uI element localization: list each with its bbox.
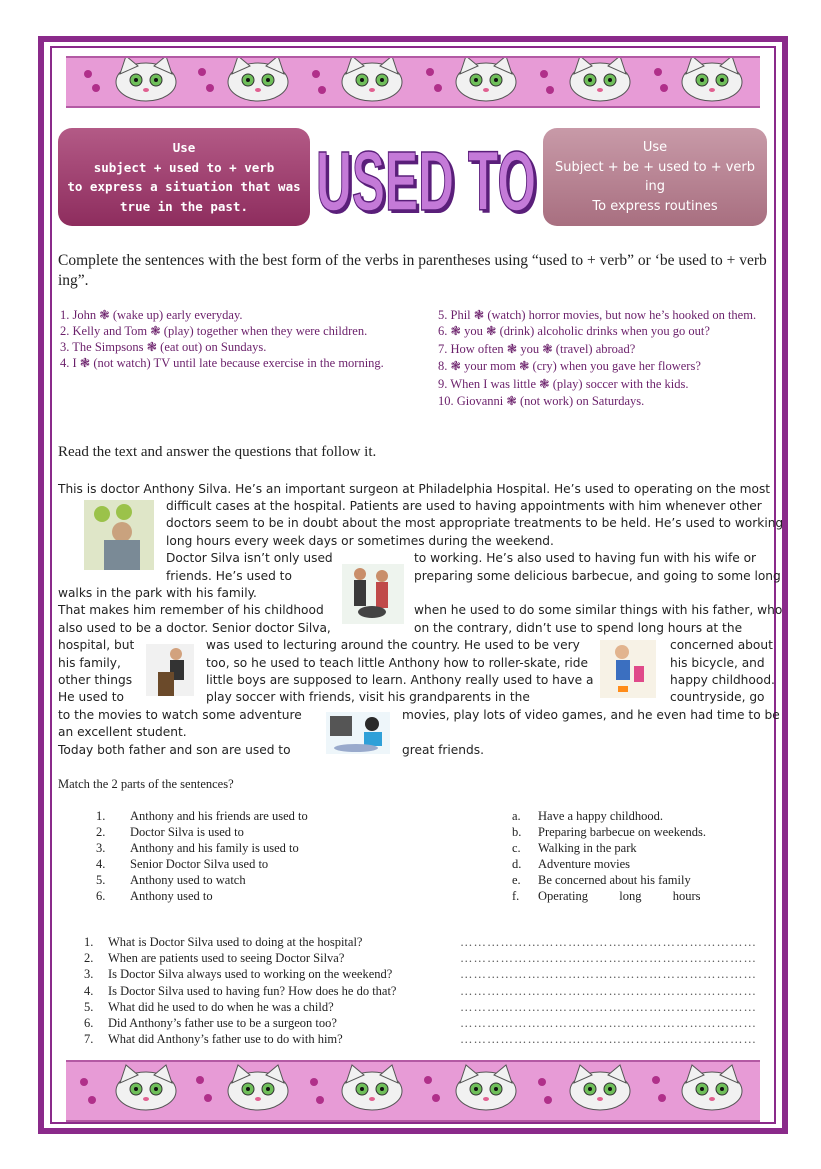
rule-line: Subject + be + used to + verb	[554, 159, 756, 175]
item-text: Senior Doctor Silva used to	[130, 857, 269, 871]
item-text: Preparing barbecue on weekends.	[538, 825, 706, 839]
questions-list	[84, 934, 764, 1047]
cat-faces-top	[66, 58, 760, 106]
question-text: Is Doctor Silva used to having fun? How does he do that?	[108, 983, 397, 998]
answer-line[interactable]: …………………………………………………………	[460, 967, 757, 982]
passage-line: walks in the park with his family.	[58, 586, 257, 600]
passage-line: to the movies to watch some adventure	[58, 708, 302, 722]
matching-right-item	[512, 808, 768, 824]
matching-left-item	[96, 856, 308, 872]
item-text: Operating long hours	[538, 889, 701, 903]
item-text: Have a happy childhood.	[538, 809, 663, 823]
rule-line: To express routines	[592, 198, 718, 214]
rule-line: subject + used to + verb	[93, 159, 275, 175]
passage-line: great friends.	[402, 743, 484, 757]
reading-instruction: Read the text and answer the questions that follow it.	[58, 444, 377, 460]
question-text: What did he used to do when he was a child?	[108, 999, 334, 1014]
item-letter: f.	[512, 889, 520, 903]
item-letter: a.	[512, 809, 521, 823]
passage-line: friends. He’s used to	[166, 569, 292, 583]
exercise-item: 2. Kelly and Tom ❃ (play) together when they were children.	[60, 324, 368, 338]
passage-line: long hours every week days or sometimes during the weekend.	[166, 534, 554, 548]
rule-line: true in the past.	[120, 198, 248, 214]
matching-right-item	[512, 888, 768, 904]
item-number: 4.	[96, 857, 106, 871]
passage-line: when he used to do some similar things with his father, who	[414, 603, 783, 617]
matching-left-column	[96, 808, 308, 904]
passage-line: That makes him remember of his childhood	[58, 603, 324, 617]
passage-line: This is doctor Anthony Silva. He’s an important surgeon at Philadelphia Hospital. He’s used to operating on the most	[58, 482, 771, 496]
question-text: What is Doctor Silva used to doing at the hospital?	[108, 935, 363, 949]
lecturer-illustration	[146, 644, 194, 696]
question-row	[84, 934, 764, 950]
item-text: Walking in the park	[538, 841, 637, 855]
exercise-item: 5. Phil ❃ (watch) horror movies, but now he’s hooked on them.	[438, 308, 757, 322]
matching-right-column	[512, 808, 768, 904]
cat-border-bottom	[66, 1060, 760, 1122]
cat-border-top	[66, 56, 760, 108]
worksheet-title	[312, 136, 540, 222]
question-row	[84, 1031, 764, 1047]
item-letter: b.	[512, 825, 522, 839]
question-row	[84, 1015, 764, 1031]
question-row	[84, 983, 764, 999]
question-row	[84, 999, 764, 1015]
item-letter: c.	[512, 841, 521, 855]
roller-skate-illustration	[600, 640, 656, 698]
cat-faces-bottom	[66, 1062, 760, 1120]
matching-left-item	[96, 840, 308, 856]
barbecue-illustration	[342, 564, 404, 624]
passage-line: little boys are supposed to learn. Anthony really used to have a	[206, 673, 594, 687]
item-text: Doctor Silva is used to	[130, 825, 244, 839]
item-letter: d.	[512, 857, 522, 871]
item-text: Anthony and his friends are used to	[130, 809, 308, 823]
passage-line: Doctor Silva isn’t only used	[166, 551, 333, 565]
passage-line: He used to	[58, 690, 124, 704]
rule-box-be-used-to	[543, 128, 767, 226]
matching-right-item	[512, 840, 768, 856]
passage-line: concerned about	[670, 638, 773, 652]
rule-line: to express a situation that was	[67, 179, 301, 194]
answer-line[interactable]: …………………………………………………………	[460, 1016, 757, 1031]
question-number: 4.	[84, 983, 94, 998]
item-number: 5.	[96, 873, 106, 887]
passage-line: countryside, go	[670, 690, 765, 704]
rule-line: Use	[172, 140, 196, 155]
passage-line: other things	[58, 673, 133, 687]
matching-left-item	[96, 872, 308, 888]
video-game-illustration	[326, 712, 390, 754]
answer-line[interactable]: …………………………………………………………	[460, 935, 757, 949]
item-number: 6.	[96, 889, 106, 903]
passage-line: too, so he used to teach little Anthony how to roller-skate, ride	[206, 656, 589, 670]
matching-right-item	[512, 872, 768, 888]
item-text: Adventure movies	[538, 857, 630, 871]
passage-line: movies, play lots of video games, and he even had time to be	[402, 708, 780, 722]
exercise-item: 1. John ❃ (wake up) early everyday.	[60, 308, 243, 322]
passage-line: on the contrary, didn’t use to spend long hours at the	[414, 621, 743, 635]
passage-line: was used to lecturing around the country. He used to be very	[206, 638, 580, 652]
matching-right-item	[512, 856, 768, 872]
item-text: Anthony used to watch	[130, 873, 246, 887]
question-number: 5.	[84, 999, 94, 1014]
question-text: When are patients used to seeing Doctor Silva?	[108, 951, 345, 966]
item-number: 1.	[96, 809, 106, 823]
item-text: Anthony and his family is used to	[130, 841, 299, 855]
exercise1-instruction: Complete the sentences with the best form of the verbs in parentheses using “used to + verb” or ‘be used to + verb ing”.	[58, 252, 767, 289]
passage-line: preparing some delicious barbecue, and going to some long	[414, 569, 781, 583]
exercise-item: 4. I ❃ (not watch) TV until late because exercise in the morning.	[60, 356, 384, 370]
matching-left-item	[96, 808, 308, 824]
answer-line[interactable]: …………………………………………………………	[460, 999, 757, 1014]
exercise-item: 8. ❃ your mom ❃ (cry) when you gave her flowers?	[438, 359, 701, 373]
exercise-item: 6. ❃ you ❃ (drink) alcoholic drinks when you go out?	[438, 324, 710, 338]
answer-line[interactable]: …………………………………………………………	[460, 983, 757, 998]
question-number: 1.	[84, 935, 94, 949]
rule-line: Use	[642, 140, 668, 155]
question-number: 6.	[84, 1016, 94, 1031]
question-number: 7.	[84, 1032, 94, 1047]
exercise1-right-column	[438, 307, 768, 411]
title-text: USED TO	[316, 136, 536, 222]
passage-line: also used to be a doctor. Senior doctor Silva,	[58, 621, 331, 635]
question-row	[84, 966, 764, 982]
passage-line: to working. He’s also used to having fun with his wife or	[414, 551, 757, 565]
passage-line: an excellent student.	[58, 725, 187, 739]
matching-left-item	[96, 888, 308, 904]
reading-passage	[58, 481, 784, 761]
item-text: Be concerned about his family	[538, 873, 691, 887]
rule-box-used-to	[58, 128, 310, 226]
matching-instruction: Match the 2 parts of the sentences?	[58, 777, 234, 791]
passage-line: difficult cases at the hospital. Patients are used to having appointments with him whenever other	[166, 499, 762, 513]
question-row	[84, 950, 764, 966]
passage-line: happy childhood.	[670, 673, 775, 687]
matching-left-item	[96, 824, 308, 840]
question-number: 2.	[84, 951, 94, 966]
passage-line: his bicycle, and	[670, 656, 765, 670]
exercise-item: 7. How often ❃ you ❃ (travel) abroad?	[438, 341, 636, 356]
exercise-item: 9. When I was little ❃ (play) soccer with the kids.	[438, 376, 689, 391]
passage-line: doctors seem to be in doubt about the most appropriate treatments to be held. He’s used to working	[166, 516, 784, 530]
matching-right-item	[512, 824, 768, 840]
exercise1-left-column	[60, 307, 390, 371]
item-number: 2.	[96, 825, 106, 839]
answer-line[interactable]: …………………………………………………………	[460, 1032, 757, 1047]
surgeon-illustration	[84, 500, 154, 570]
question-text: Is Doctor Silva always used to working on the weekend?	[108, 967, 393, 982]
passage-line: Today both father and son are used to	[58, 743, 291, 757]
item-number: 3.	[96, 841, 106, 855]
passage-line: hospital, but	[58, 638, 135, 652]
title-shadow: USED TO	[319, 137, 539, 222]
exercise-item: 3. The Simpsons ❃ (eat out) on Sundays.	[60, 340, 267, 354]
answer-line[interactable]: …………………………………………………………	[460, 951, 757, 966]
passage-line: play soccer with friends, visit his grandparents in the	[206, 690, 530, 704]
question-text: What did Anthony’s father use to do with him?	[108, 1032, 343, 1047]
passage-line: his family,	[58, 656, 121, 670]
item-letter: e.	[512, 873, 521, 887]
rule-line: ing	[644, 179, 666, 194]
exercise-item: 10. Giovanni ❃ (not work) on Saturdays.	[438, 394, 645, 408]
question-text: Did Anthony’s father use to be a surgeon too?	[108, 1016, 337, 1031]
item-text: Anthony used to	[130, 889, 213, 903]
question-number: 3.	[84, 967, 94, 982]
